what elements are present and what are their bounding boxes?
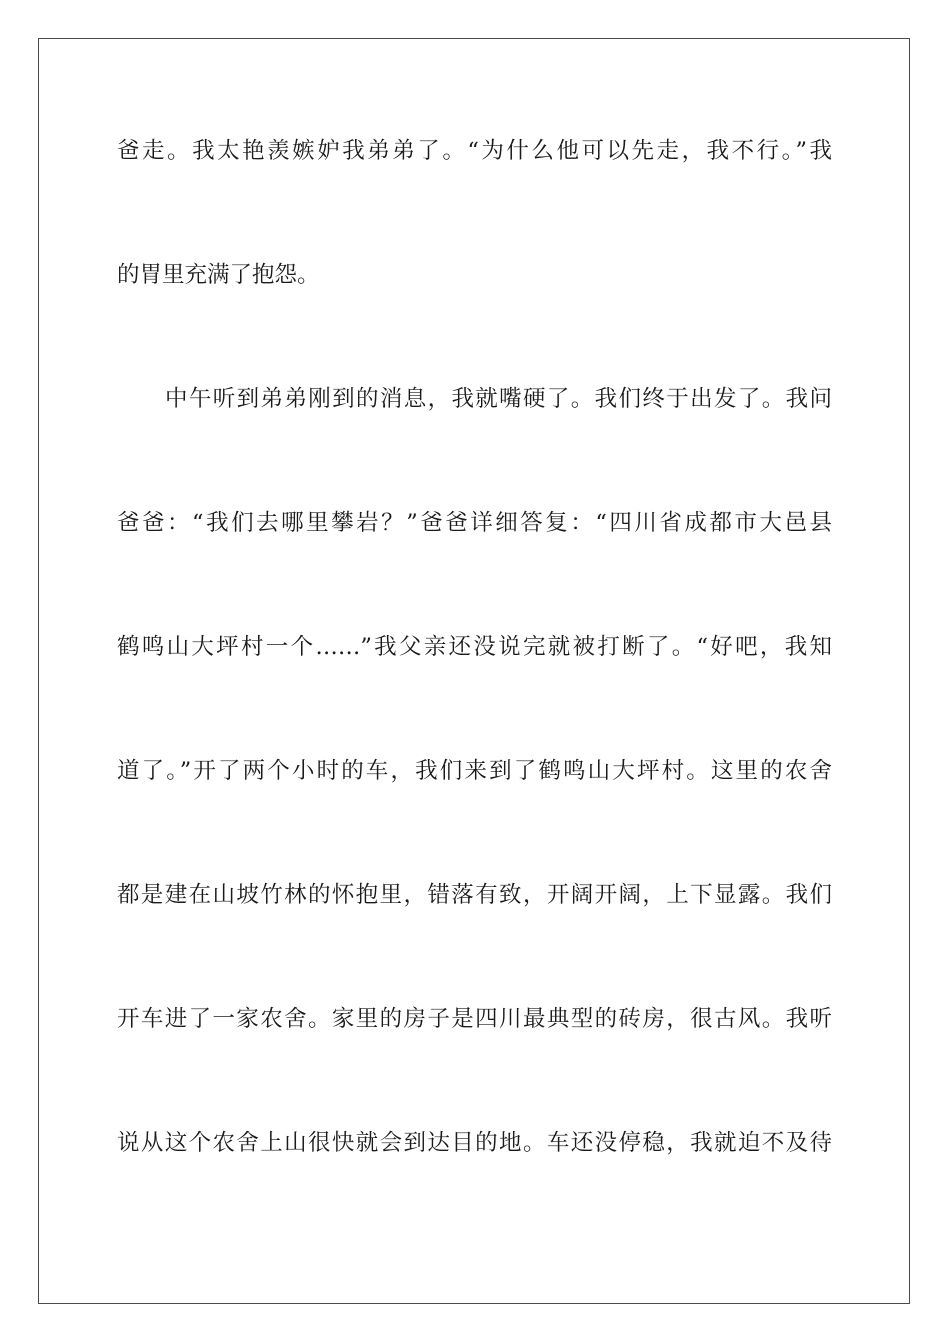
text-line: 鹤鸣山大坪村一个……”我父亲还没说完就被打断了。“好吧，我知 [117,634,832,660]
text-line: 开车进了一家农舍。家里的房子是四川最典型的砖房，很古风。我听 [117,1006,832,1032]
text-line: 爸爸：“我们去哪里攀岩？”爸爸详细答复：“四川省成都市大邑县 [117,510,832,536]
text-line: 爸走。我太艳羡嫉妒我弟弟了。“为什么他可以先走，我不行。”我 [117,138,832,164]
page-border [38,38,910,1304]
text-line: 都是建在山坡竹林的怀抱里，错落有致，开阔开阔，上下显露。我们 [117,882,832,908]
text-line: 道了。”开了两个小时的车，我们来到了鹤鸣山大坪村。这里的农舍 [117,758,832,784]
text-line: 的胃里充满了抱怨。 [117,262,320,288]
text-line: 说从这个农舍上山很快就会到达目的地。车还没停稳，我就迫不及待 [117,1130,832,1156]
paragraph-first-line: 中午听到弟弟刚到的消息，我就嘴硬了。我们终于出发了。我问 [165,386,832,412]
